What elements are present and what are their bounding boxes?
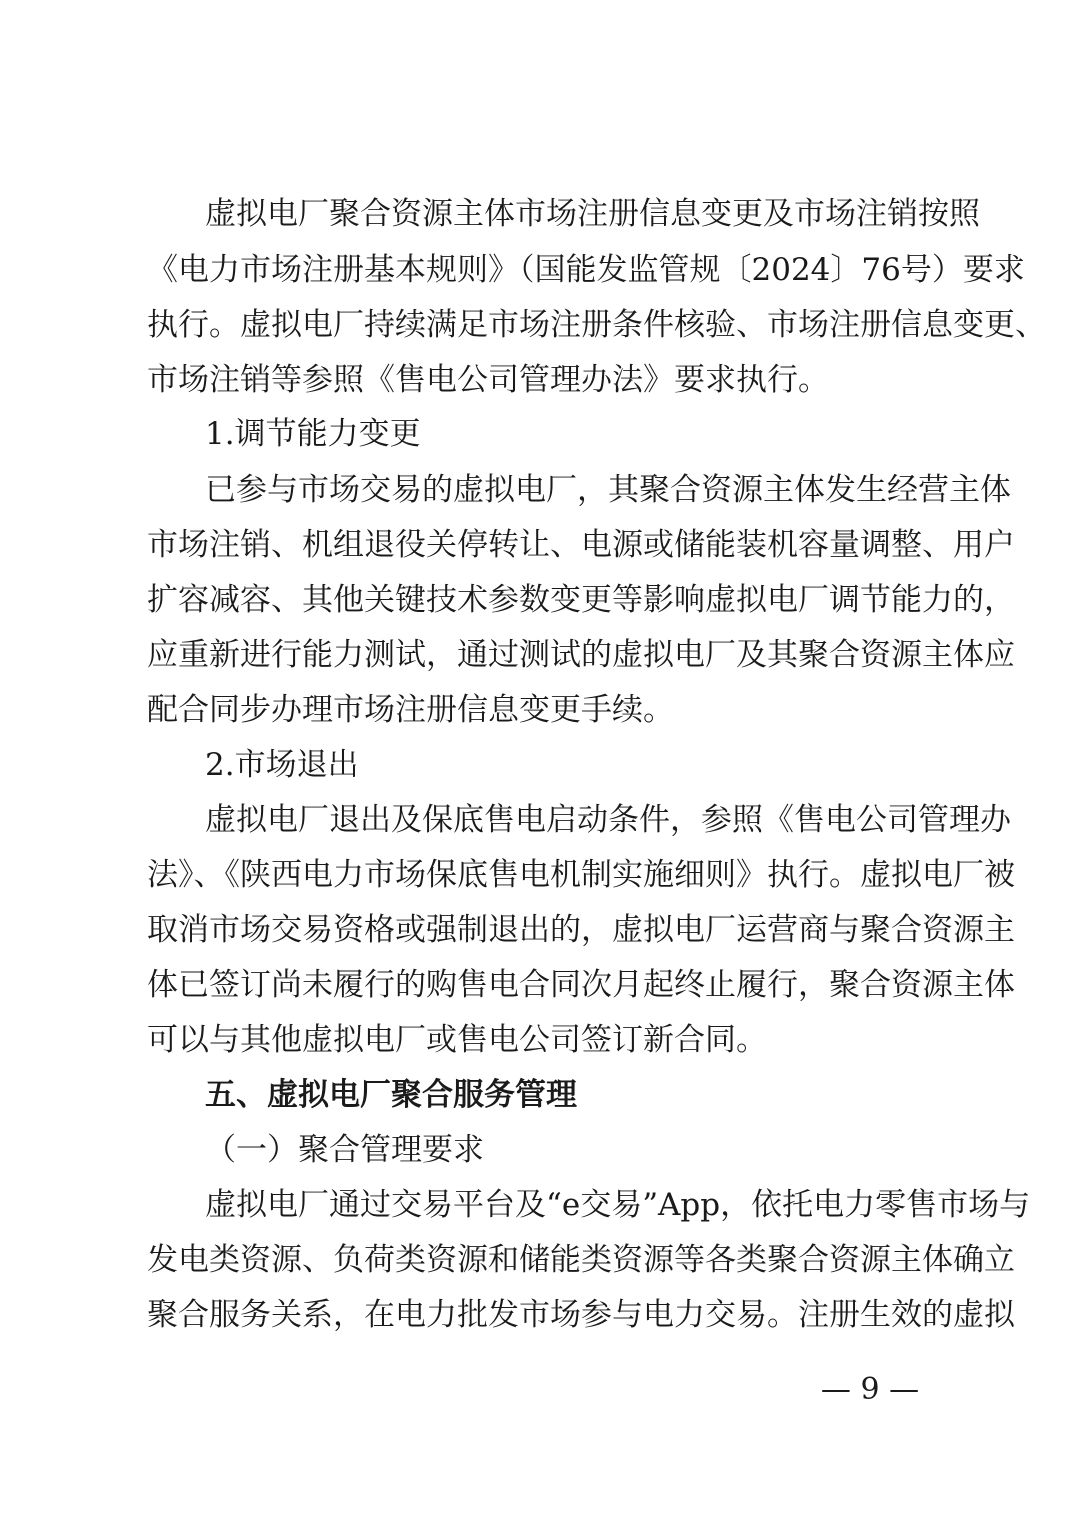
- paragraph-line: 聚合服务关系，在电力批发市场参与电力交易。注册生效的虚拟: [147, 1297, 1015, 1333]
- paragraph-line: 《电力市场注册基本规则》（国能发监管规〔2024〕76号）要求: [147, 252, 1025, 288]
- subsection-title: 2.市场退出: [205, 747, 359, 783]
- paragraph-line: 虚拟电厂聚合资源主体市场注册信息变更及市场注销按照: [205, 196, 980, 232]
- paragraph-line: 虚拟电厂通过交易平台及“e交易”App，依托电力零售市场与: [205, 1187, 1031, 1223]
- subsection-title: （一）聚合管理要求: [205, 1132, 484, 1168]
- subsection-title: 1.调节能力变更: [205, 416, 421, 452]
- page-number: — 9 —: [820, 1372, 920, 1407]
- paragraph-line: 市场注销等参照《售电公司管理办法》要求执行。: [147, 362, 829, 398]
- paragraph-line: 取消市场交易资格或强制退出的，虚拟电厂运营商与聚合资源主: [147, 912, 1015, 948]
- paragraph-line: 法》、《陕西电力市场保底售电机制实施细则》执行。虚拟电厂被: [147, 857, 1015, 893]
- paragraph-line: 发电类资源、负荷类资源和储能类资源等各类聚合资源主体确立: [147, 1242, 1015, 1278]
- paragraph-line: 扩容减容、其他关键技术参数变更等影响虚拟电厂调节能力的，: [147, 582, 1015, 618]
- paragraph-line: 可以与其他虚拟电厂或售电公司签订新合同。: [147, 1022, 767, 1058]
- paragraph-line: 执行。虚拟电厂持续满足市场注册条件核验、市场注册信息变更、: [147, 307, 1046, 343]
- paragraph-line: 应重新进行能力测试，通过测试的虚拟电厂及其聚合资源主体应: [147, 637, 1015, 673]
- paragraph-line: 已参与市场交易的虚拟电厂，其聚合资源主体发生经营主体: [205, 472, 1011, 508]
- paragraph-line: 市场注销、机组退役关停转让、电源或储能装机容量调整、用户: [147, 527, 1015, 563]
- section-title: 五、虚拟电厂聚合服务管理: [205, 1077, 577, 1113]
- paragraph-line: 配合同步办理市场注册信息变更手续。: [147, 692, 674, 728]
- paragraph-line: 体已签订尚未履行的购售电合同次月起终止履行，聚合资源主体: [147, 967, 1015, 1003]
- paragraph-line: 虚拟电厂退出及保底售电启动条件，参照《售电公司管理办: [205, 802, 1011, 838]
